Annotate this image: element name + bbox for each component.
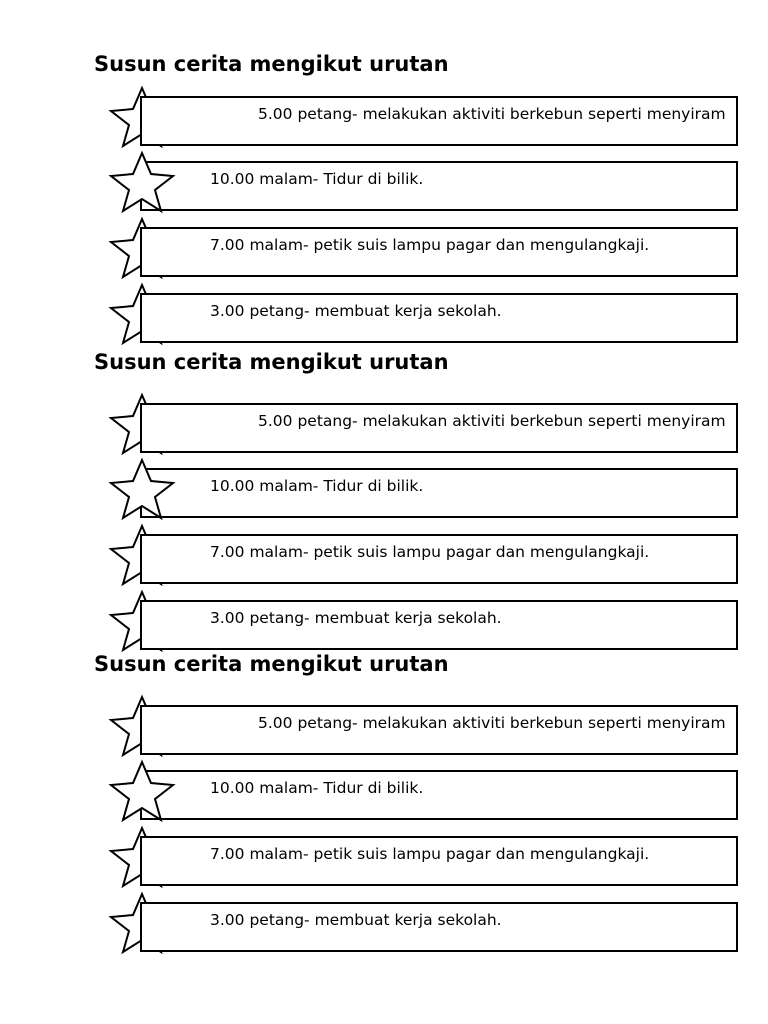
sequence-text: 10.00 malam- Tidur di bilik.	[210, 779, 424, 797]
sequence-text: 7.00 malam- petik suis lampu pagar dan mengulangkaji.	[210, 845, 650, 863]
star-icon	[103, 458, 177, 522]
sequence-text: 3.00 petang- membuat kerja sekolah.	[210, 911, 502, 929]
section-title: Susun cerita mengikut urutan	[94, 350, 449, 374]
section-title: Susun cerita mengikut urutan	[94, 652, 449, 676]
sequence-item	[101, 221, 741, 281]
sequence-item	[101, 287, 741, 347]
sequence-box	[140, 600, 738, 650]
sequence-item	[101, 90, 741, 150]
sequence-item	[101, 462, 741, 522]
sequence-text: 5.00 petang- melakukan aktiviti berkebun seperti menyiram	[258, 412, 726, 430]
sequence-text: 5.00 petang- melakukan aktiviti berkebun seperti menyiram	[258, 105, 726, 123]
sequence-text: 7.00 malam- petik suis lampu pagar dan mengulangkaji.	[210, 236, 650, 254]
sequence-text: 5.00 petang- melakukan aktiviti berkebun seperti menyiram	[258, 714, 726, 732]
sequence-box	[140, 705, 738, 755]
sequence-item	[101, 397, 741, 457]
sequence-box	[140, 96, 738, 146]
sequence-item	[101, 594, 741, 654]
sequence-box	[140, 534, 738, 584]
sequence-item	[101, 155, 741, 215]
sequence-item	[101, 528, 741, 588]
sequence-text: 3.00 petang- membuat kerja sekolah.	[210, 609, 502, 627]
sequence-text: 7.00 malam- petik suis lampu pagar dan mengulangkaji.	[210, 543, 650, 561]
sequence-box	[140, 836, 738, 886]
sequence-item	[101, 830, 741, 890]
star-icon	[103, 760, 177, 824]
sequence-box	[140, 902, 738, 952]
sequence-item	[101, 699, 741, 759]
sequence-box	[140, 403, 738, 453]
star-icon	[103, 151, 177, 215]
sequence-item	[101, 896, 741, 956]
sequence-box	[140, 227, 738, 277]
section-title: Susun cerita mengikut urutan	[94, 52, 449, 76]
sequence-text: 10.00 malam- Tidur di bilik.	[210, 170, 424, 188]
sequence-text: 10.00 malam- Tidur di bilik.	[210, 477, 424, 495]
sequence-item	[101, 764, 741, 824]
sequence-box	[140, 468, 738, 518]
sequence-box	[140, 161, 738, 211]
sequence-box	[140, 293, 738, 343]
sequence-box	[140, 770, 738, 820]
sequence-text: 3.00 petang- membuat kerja sekolah.	[210, 302, 502, 320]
